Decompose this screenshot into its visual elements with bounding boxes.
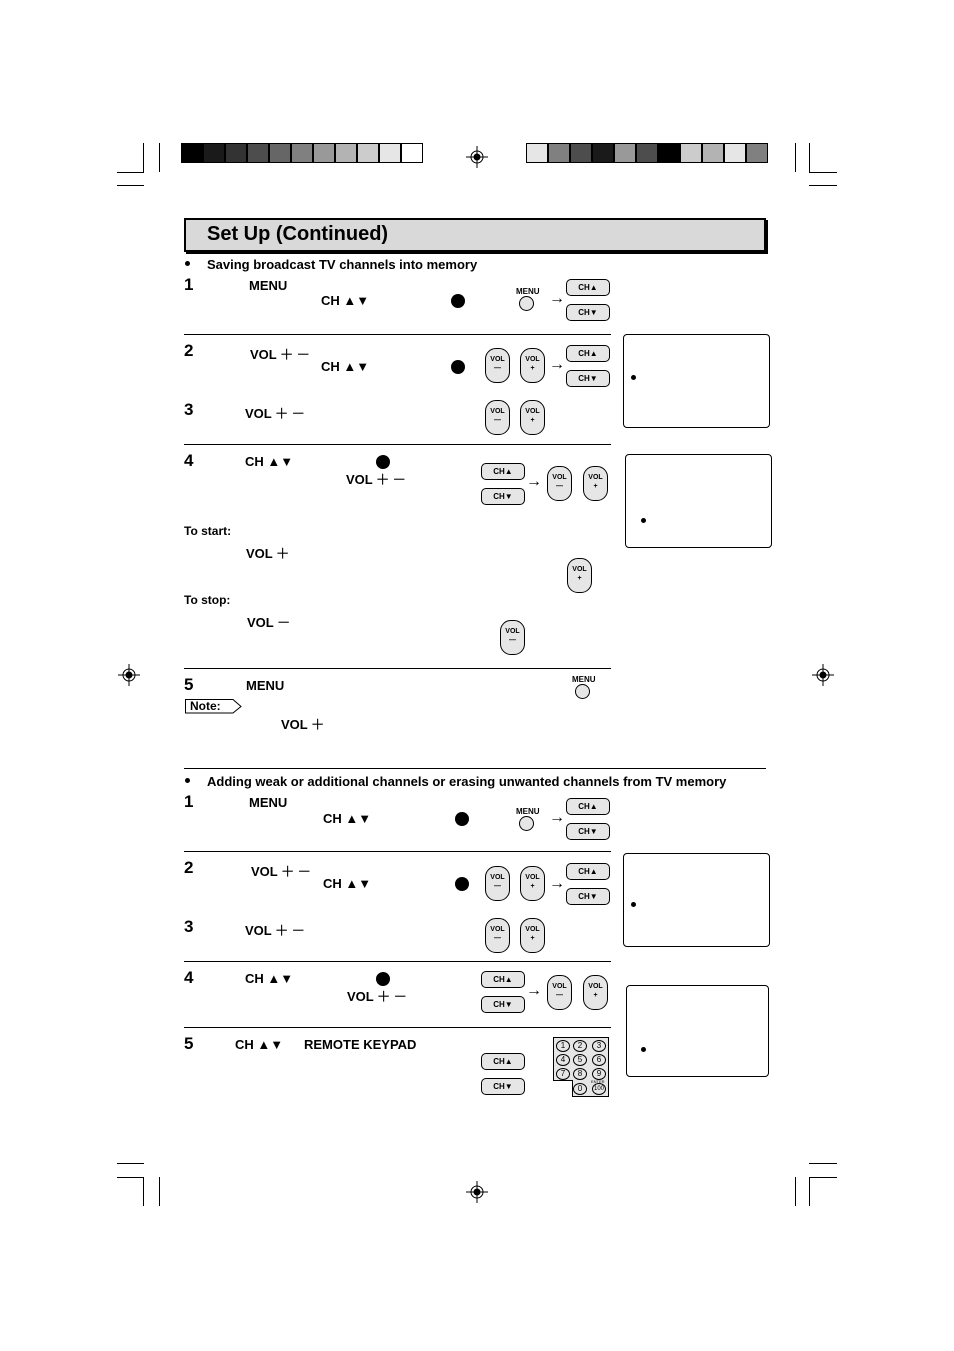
ch-up-button[interactable]: CH▲ xyxy=(566,279,610,296)
vol-text: VOL xyxy=(525,874,540,881)
page-title-box xyxy=(184,218,766,252)
arrow-right-icon: → xyxy=(549,356,565,373)
vol-text: VOL xyxy=(490,874,505,881)
step-number: 3 xyxy=(184,917,194,936)
arrow-right-icon: → xyxy=(549,809,565,826)
ch-label: CH ▲▼ xyxy=(245,454,294,469)
vol-label: VOL ＋ － xyxy=(347,989,407,1004)
divider xyxy=(184,668,611,669)
keypad-key-5[interactable]: 5 xyxy=(573,1054,587,1066)
remote-keypad xyxy=(553,1037,609,1097)
step-number: 5 xyxy=(184,1034,194,1053)
minus-sign: — xyxy=(494,935,501,942)
color-swatch xyxy=(313,143,335,163)
menu-label: MENU xyxy=(246,678,285,693)
vol-text: VOL xyxy=(490,926,505,933)
vol-minus-button[interactable] xyxy=(485,348,510,383)
ch-up-button[interactable]: CH▲ xyxy=(566,863,610,880)
vol-text: VOL xyxy=(588,983,603,990)
step-number: 1 xyxy=(184,275,194,294)
registration-mark-icon xyxy=(466,1181,488,1203)
keypad-key-1[interactable]: 1 xyxy=(556,1040,570,1052)
vol-text: VOL xyxy=(552,474,567,481)
ch-up-button[interactable]: CH▲ xyxy=(566,798,610,815)
vol-text: VOL xyxy=(505,628,520,635)
ch-label: CH ▲▼ xyxy=(323,811,372,826)
ch-down-button[interactable]: CH▼ xyxy=(566,304,610,321)
vol-minus-button[interactable] xyxy=(500,620,525,655)
divider xyxy=(184,444,611,445)
vol-text: VOL xyxy=(490,408,505,415)
step-number: 4 xyxy=(184,451,194,470)
registration-mark-icon xyxy=(812,664,834,686)
plus-sign: + xyxy=(593,992,598,999)
color-swatch xyxy=(526,143,548,163)
vol-text: VOL xyxy=(552,983,567,990)
color-swatch xyxy=(379,143,401,163)
vol-text: VOL xyxy=(525,356,540,363)
vol-minus-button[interactable] xyxy=(485,866,510,901)
vol-plus-button[interactable] xyxy=(583,975,608,1010)
menu-button[interactable] xyxy=(575,684,590,699)
color-swatch xyxy=(357,143,379,163)
plus-sign: + xyxy=(593,483,598,490)
note-tag xyxy=(185,699,235,712)
enter-label: ENTER xyxy=(591,1079,605,1084)
keypad-key-9[interactable]: 9 xyxy=(592,1068,606,1080)
vol-label: VOL ＋ － xyxy=(250,347,310,362)
keypad-key-8[interactable]: 8 xyxy=(573,1068,587,1080)
step-number: 5 xyxy=(184,675,194,694)
color-swatch xyxy=(724,143,746,163)
bullet xyxy=(185,778,190,783)
bullet xyxy=(641,518,646,523)
minus-sign: — xyxy=(494,883,501,890)
minus-sign: — xyxy=(509,637,516,644)
vol-plus-button[interactable] xyxy=(520,400,545,435)
vol-text: VOL xyxy=(572,566,587,573)
divider xyxy=(184,1027,611,1028)
arrow-right-icon: → xyxy=(549,290,565,307)
bullet xyxy=(631,902,636,907)
keypad-key-4[interactable]: 4 xyxy=(556,1054,570,1066)
ch-up-button[interactable]: CH▲ xyxy=(566,345,610,362)
vol-label: VOL ＋ － xyxy=(346,472,406,487)
color-swatch xyxy=(401,143,423,163)
vol-label: VOL ＋ － xyxy=(251,864,311,879)
ch-down-button[interactable]: CH▼ xyxy=(481,1078,525,1095)
plus-sign: + xyxy=(530,365,535,372)
ch-label: CH ▲▼ xyxy=(321,293,370,308)
black-dot xyxy=(451,294,465,308)
step-number: 2 xyxy=(184,341,194,360)
black-dot xyxy=(376,455,390,469)
ch-label: CH ▲▼ xyxy=(245,971,294,986)
vol-text: VOL xyxy=(525,408,540,415)
keypad-key-3[interactable]: 3 xyxy=(592,1040,606,1052)
ch-down-button[interactable]: CH▼ xyxy=(481,996,525,1013)
vol-label: VOL ＋ － xyxy=(245,406,305,421)
divider xyxy=(184,961,611,962)
ch-down-button[interactable]: CH▼ xyxy=(566,823,610,840)
ch-up-button[interactable]: CH▲ xyxy=(481,971,525,988)
ch-down-button[interactable]: CH▼ xyxy=(481,488,525,505)
ch-label: CH ▲▼ xyxy=(323,876,372,891)
color-swatch xyxy=(181,143,203,163)
vol-minus-button[interactable] xyxy=(485,918,510,953)
registration-mark-icon xyxy=(466,146,488,168)
remote-keypad-label: REMOTE KEYPAD xyxy=(304,1037,417,1052)
bullet xyxy=(185,261,190,266)
step-number: 3 xyxy=(184,400,194,419)
note-label: Note: xyxy=(190,699,221,713)
tv-screen xyxy=(623,853,770,947)
section-divider xyxy=(184,768,766,769)
vol-text: VOL xyxy=(525,926,540,933)
vol-plus-label: VOL ＋ xyxy=(281,717,325,732)
color-swatch xyxy=(269,143,291,163)
color-swatch xyxy=(548,143,570,163)
minus-sign: — xyxy=(556,483,563,490)
color-swatch xyxy=(570,143,592,163)
to-start-label: To start: xyxy=(184,524,232,538)
vol-plus-button[interactable] xyxy=(520,348,545,383)
step-number: 1 xyxy=(184,792,194,811)
registration-mark-icon xyxy=(118,664,140,686)
menu-button-label: MENU xyxy=(516,287,540,296)
keypad-key-2[interactable]: 2 xyxy=(573,1040,587,1052)
section2-heading: Adding weak or additional channels or erasing unwanted channels from TV memory xyxy=(207,774,727,789)
color-swatch xyxy=(225,143,247,163)
vol-label: VOL ＋ － xyxy=(245,923,305,938)
color-swatch xyxy=(702,143,724,163)
divider xyxy=(184,334,611,335)
menu-button-label: MENU xyxy=(516,807,540,816)
step-number: 2 xyxy=(184,858,194,877)
vol-text: VOL xyxy=(588,474,603,481)
ch-up-button[interactable]: CH▲ xyxy=(481,463,525,480)
ch-up-button[interactable]: CH▲ xyxy=(481,1053,525,1070)
vol-minus-button[interactable] xyxy=(547,975,572,1010)
color-swatch xyxy=(247,143,269,163)
tv-screen xyxy=(625,454,772,548)
minus-sign: — xyxy=(494,365,501,372)
plus-sign: + xyxy=(530,883,535,890)
menu-button[interactable] xyxy=(519,296,534,311)
color-swatch xyxy=(658,143,680,163)
vol-plus-button[interactable] xyxy=(520,866,545,901)
black-dot xyxy=(376,972,390,986)
vol-minus-button[interactable] xyxy=(547,466,572,501)
plus-sign: + xyxy=(530,935,535,942)
vol-minus-label: VOL － xyxy=(247,615,291,630)
keypad-key-6[interactable]: 6 xyxy=(592,1054,606,1066)
bullet xyxy=(631,375,636,380)
divider xyxy=(184,851,611,852)
section1-heading: Saving broadcast TV channels into memory xyxy=(207,257,478,272)
black-dot xyxy=(455,877,469,891)
ch-down-button[interactable]: CH▼ xyxy=(566,370,610,387)
tv-screen xyxy=(626,985,769,1077)
minus-sign: — xyxy=(494,417,501,424)
color-swatch xyxy=(592,143,614,163)
black-dot xyxy=(451,360,465,374)
menu-label: MENU xyxy=(249,278,288,293)
vol-plus-button[interactable] xyxy=(567,558,592,593)
keypad-key-7[interactable]: 7 xyxy=(556,1068,570,1080)
plus-sign: + xyxy=(577,575,582,582)
menu-button-label: MENU xyxy=(572,675,596,684)
ch-label: CH ▲▼ xyxy=(321,359,370,374)
arrow-right-icon: → xyxy=(526,982,542,999)
color-swatch xyxy=(746,143,768,163)
tv-screen xyxy=(623,334,770,428)
color-swatch xyxy=(636,143,658,163)
color-swatch xyxy=(291,143,313,163)
ch-label: CH ▲▼ xyxy=(235,1037,284,1052)
arrow-right-icon: → xyxy=(526,473,542,490)
color-swatch xyxy=(614,143,636,163)
step-number: 4 xyxy=(184,968,194,987)
minus-sign: — xyxy=(556,992,563,999)
vol-plus-label: VOL ＋ xyxy=(246,546,290,561)
color-swatch xyxy=(335,143,357,163)
keypad-key-100[interactable]: 100 xyxy=(592,1083,606,1095)
to-stop-label: To stop: xyxy=(184,593,231,607)
black-dot xyxy=(455,812,469,826)
vol-plus-button[interactable] xyxy=(583,466,608,501)
bullet xyxy=(641,1047,646,1052)
vol-text: VOL xyxy=(490,356,505,363)
color-swatch xyxy=(203,143,225,163)
ch-down-button[interactable]: CH▼ xyxy=(566,888,610,905)
arrow-right-icon: → xyxy=(549,875,565,892)
color-swatch xyxy=(680,143,702,163)
menu-label: MENU xyxy=(249,795,288,810)
plus-sign: + xyxy=(530,417,535,424)
menu-button[interactable] xyxy=(519,816,534,831)
page-title: Set Up (Continued) xyxy=(207,223,389,245)
keypad-key-0[interactable]: 0 xyxy=(573,1083,587,1095)
vol-plus-button[interactable] xyxy=(520,918,545,953)
vol-minus-button[interactable] xyxy=(485,400,510,435)
